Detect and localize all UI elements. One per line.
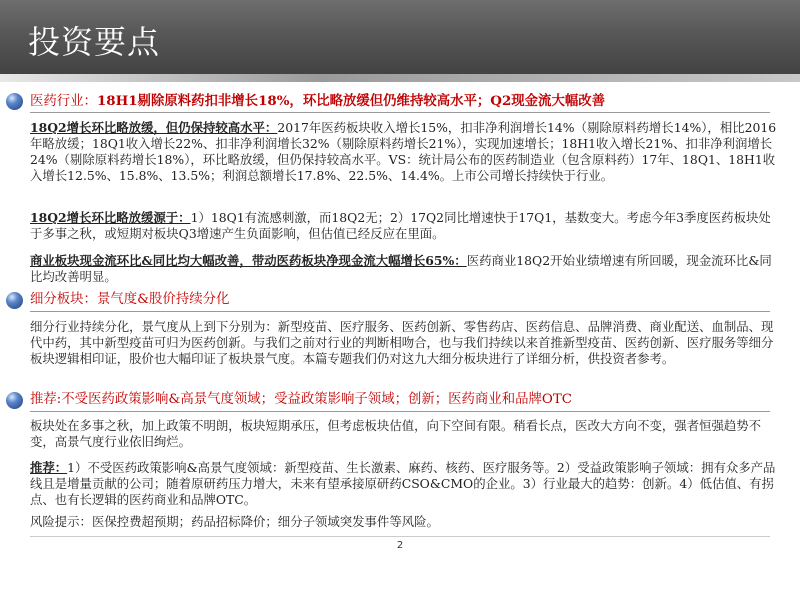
- paragraph: [30, 319, 780, 367]
- paragraph-text: 板块处在多事之秋，加上政策不明朗，板块短期承压，但考虑板块估值，向下空间有限。稍看长点，医改大方向不变，强者恒强趋势不变，高景气度行业依旧绚烂。: [30, 418, 762, 449]
- paragraph: [30, 460, 780, 508]
- sphere-bullet-icon: [6, 392, 23, 409]
- paragraph: [30, 120, 780, 184]
- section-title-industry: [30, 93, 605, 110]
- section-divider: [30, 411, 770, 412]
- section-title-recommend: [30, 392, 572, 408]
- page-title: 投资要点: [28, 23, 161, 61]
- header-accent-line: [0, 74, 800, 82]
- paragraph-text: 2017年医药板块收入增长15%，扣非净利润增长14%（剔除原料药增长14%），相比2016年略放缓；18Q1收入增长22%、扣非净利润增长32%（剔除原料药增长21%），实现加速增长；18H1收入增长21%、扣非净利润增长24%（剔除原料药增长18%），环比略放缓，但仍保持较高水平。VS：统计局公布的医药制造业（包含原料药）17年、18Q1、18H1收入增长12.5%、15.8%、13.5%；利润总额增长17.8%、22.5%、14.4%。上市公司增长持续快于行业。: [30, 120, 777, 183]
- section-title-main: 18H1剔除原料药扣非增长18%，环比略放缓但仍维持较高水平；Q2现金流大幅改善: [96, 93, 606, 109]
- section-divider: [30, 112, 770, 113]
- header-bar: [0, 0, 800, 82]
- paragraph-lead: 推荐：: [30, 460, 68, 475]
- paragraph-text: 风险提示：医保控费超预期；药品招标降价；细分子领域突发事件等风险。: [30, 514, 439, 529]
- page-number: 2: [396, 540, 404, 551]
- section-title-main: 不受医药政策影响&高景气度领域；受益政策影响子领域；创新；医药商业和品牌OTC: [61, 392, 573, 407]
- paragraph: [30, 514, 780, 530]
- paragraph-lead: 18Q2增长环比略放缓，但仍保持较高水平：: [30, 120, 278, 135]
- paragraph-lead: 商业板块现金流环比&同比均大幅改善，带动医药板块净现金流大幅增长65%：: [30, 253, 467, 268]
- section-title-prefix: 推荐:: [30, 392, 62, 407]
- paragraph: [30, 210, 780, 242]
- sphere-bullet-icon: [6, 292, 23, 309]
- section-title-prefix: 医药行业：: [30, 94, 97, 109]
- section-title-segments: [30, 292, 229, 308]
- paragraph-text: 医药商业18Q2开始业绩增速有所回暖，现金流环比&同比均改善明显。: [30, 253, 772, 284]
- paragraph-text: 细分行业持续分化，景气度从上到下分别为：新型疫苗、医疗服务、医药创新、零售药店、医药信息、品牌消费、商业配送、血制品、现代中药，其中新型疫苗可归为医药创新。与我们之前对行业的判断相吻合，也与我们持续以来首推新型疫苗、医药创新、医疗服务等细分板块逻辑相印证，股价也大幅印证了板块景气度。本篇专题我们仍对这九大细分板块进行了详细分析，供投资者参考。: [30, 319, 774, 366]
- sphere-bullet-icon: [6, 93, 23, 110]
- paragraph-lead: 18Q2增长环比略放缓源于：: [30, 210, 191, 225]
- paragraph: [30, 253, 780, 285]
- section-title-prefix: 细分板块：: [30, 292, 97, 307]
- footer-divider: [30, 536, 770, 537]
- paragraph-text: 1）18Q1有流感刺激，而18Q2无；2）17Q2同比增速快于17Q1，基数变大。考虑今年3季度医药板块处于多事之秋，或短期对板块Q3增速产生负面影响，但估值已经反应在里面。: [30, 210, 771, 241]
- paragraph: [30, 418, 780, 450]
- section-title-main: 景气度&股价持续分化: [96, 292, 230, 307]
- section-divider: [30, 311, 770, 312]
- paragraph-text: 1）不受医药政策影响&高景气度领域：新型疫苗、生长激素、麻药、核药、医疗服务等。2）受益政策影响子领域：拥有众多产品线且是增量贡献的公司；随着原研药压力增大，未来有望承接原研药CSO&CMO的企业。3）行业最大的趋势：创新。4）低估值、有拐点、也有长逻辑的医药商业和品牌OTC。: [30, 460, 776, 507]
